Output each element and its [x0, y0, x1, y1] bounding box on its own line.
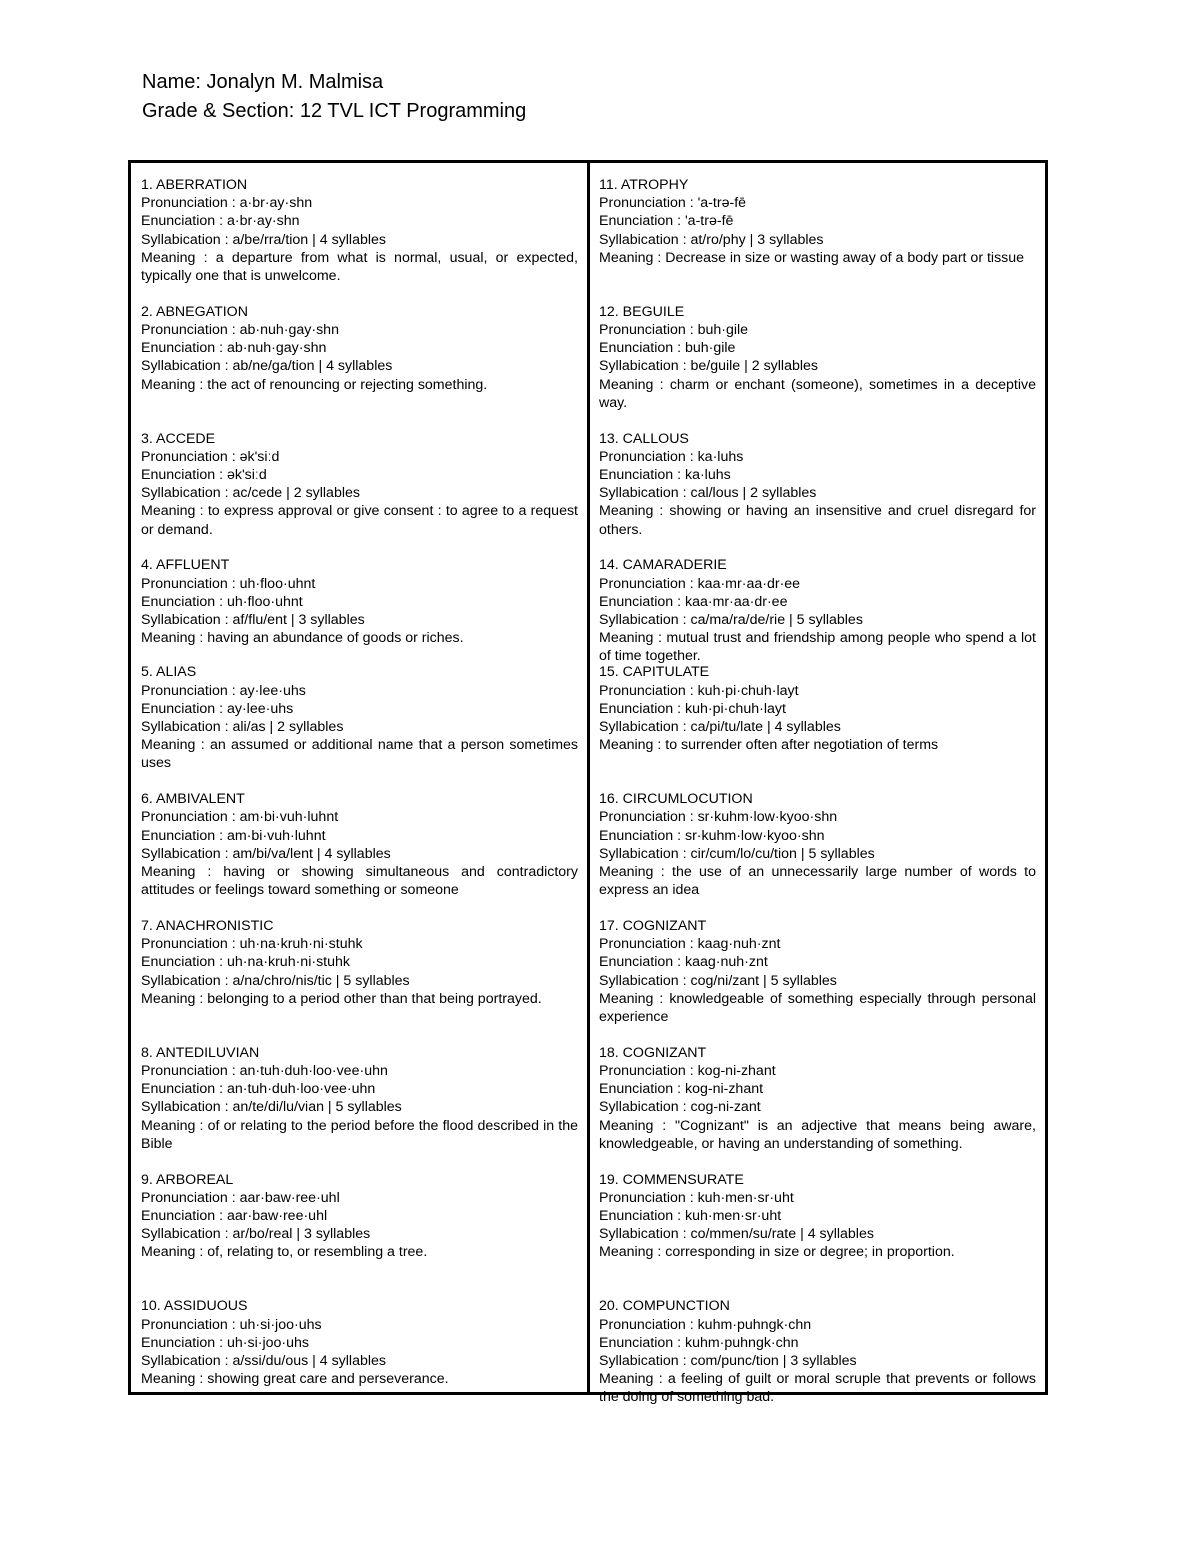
- entry-meaning: Meaning : Decrease in size or wasting away of a body part or tissue: [599, 249, 1025, 266]
- vocabulary-entry: [141, 430, 578, 557]
- entry-title: 7. ANACHRONISTIC: [141, 917, 274, 934]
- vocabulary-entry: [141, 790, 578, 917]
- entry-title: 3. ACCEDE: [141, 430, 216, 447]
- vocabulary-entry: [141, 917, 578, 1044]
- entry-syllabication: Syllabication : ca/ma/ra/de/rie | 5 syllables: [599, 612, 863, 628]
- entry-enunciation: Enunciation : aar·baw·ree·uhl: [141, 1207, 328, 1224]
- entry-enunciation: Enunciation : an·tuh·duh·loo·vee·uhn: [141, 1081, 376, 1098]
- entry-syllabication: Syllabication : cir/cum/lo/cu/tion | 5 syllables: [599, 845, 875, 862]
- entry-meaning: Meaning : of, relating to, or resembling a tree.: [141, 1244, 428, 1261]
- entry-enunciation: Enunciation : kuhm·puhngk·chn: [599, 1334, 799, 1351]
- entry-enunciation: Enunciation : sr·kuhm·low·kyoo·shn: [599, 827, 825, 844]
- vocabulary-entry: [599, 430, 1036, 557]
- entry-pronunciation: Pronunciation : an·tuh·duh·loo·vee·uhn: [141, 1062, 388, 1079]
- entry-pronunciation: Pronunciation : buh·gile: [599, 322, 749, 338]
- entry-meaning: Meaning : having an abundance of goods or riches.: [141, 630, 464, 647]
- vocabulary-entry: [141, 1297, 578, 1424]
- entry-title: 9. ARBOREAL: [141, 1171, 234, 1188]
- entry-title: 6. AMBIVALENT: [141, 791, 245, 808]
- vocabulary-entry: [599, 556, 1036, 663]
- entry-pronunciation: Pronunciation : kog-ni-zhant: [599, 1062, 776, 1079]
- entry-title: 17. COGNIZANT: [599, 917, 707, 934]
- entry-syllabication: Syllabication : a/ssi/du/ous | 4 syllables: [141, 1352, 386, 1369]
- document-header: [142, 68, 526, 126]
- entry-syllabication: Syllabication : ar/bo/real | 3 syllables: [141, 1226, 371, 1243]
- entry-enunciation: Enunciation : ək'siːd: [141, 467, 267, 483]
- entry-syllabication: Syllabication : a/be/rra/tion | 4 syllables: [141, 231, 386, 248]
- entry-syllabication: Syllabication : cog/ni/zant | 5 syllables: [599, 972, 837, 989]
- vocabulary-entry: [599, 1044, 1036, 1171]
- vocabulary-entry: [141, 176, 578, 303]
- entry-enunciation: Enunciation : kuh·men·sr·uht: [599, 1207, 782, 1224]
- entry-syllabication: Syllabication : ab/ne/ga/tion | 4 syllables: [141, 358, 393, 375]
- entry-meaning: Meaning : belonging to a period other than that being portrayed.: [141, 990, 542, 1007]
- vocabulary-entry: [141, 556, 578, 663]
- entry-enunciation: Enunciation : uh·si·joo·uhs: [141, 1334, 309, 1351]
- entry-pronunciation: Pronunciation : ay·lee·uhs: [141, 682, 306, 699]
- entry-title: 12. BEGUILE: [599, 303, 685, 320]
- entry-syllabication: Syllabication : cog-ni-zant: [599, 1099, 761, 1116]
- vocabulary-entry: [141, 1044, 578, 1171]
- entry-meaning: Meaning : showing or having an insensitive and cruel disregard for others.: [599, 503, 1036, 538]
- entry-title: 20. COMPUNCTION: [599, 1298, 730, 1315]
- entry-pronunciation: Pronunciation : uh·na·kruh·ni·stuhk: [141, 936, 363, 953]
- entry-meaning: Meaning : mutual trust and friendship among people who spend a lot of time together.: [599, 630, 1036, 664]
- entry-pronunciation: Pronunciation : uh·si·joo·uhs: [141, 1316, 322, 1333]
- entry-title: 11. ATROPHY: [599, 177, 689, 193]
- entry-pronunciation: Pronunciation : kuh·men·sr·uht: [599, 1189, 794, 1206]
- entry-syllabication: Syllabication : ali/as | 2 syllables: [141, 719, 344, 735]
- entry-syllabication: Syllabication : be/guile | 2 syllables: [599, 358, 818, 375]
- entry-syllabication: Syllabication : ca/pi/tu/late | 4 syllables: [599, 719, 841, 735]
- entry-syllabication: Syllabication : co/mmen/su/rate | 4 syllables: [599, 1226, 874, 1243]
- entry-enunciation: Enunciation : am·bi·vuh·luhnt: [141, 827, 326, 844]
- entry-meaning: Meaning : of or relating to the period before the flood described in the Bible: [141, 1117, 578, 1152]
- entry-title: 2. ABNEGATION: [141, 303, 248, 320]
- entry-pronunciation: Pronunciation : kuh·pi·chuh·layt: [599, 682, 799, 699]
- entry-meaning: Meaning : a feeling of guilt or moral scruple that prevents or follows the doing of something bad.: [599, 1371, 1036, 1406]
- grade-section: Grade & Section: 12 TVL ICT Programming: [142, 100, 527, 122]
- entry-pronunciation: Pronunciation : kuhm·puhngk·chn: [599, 1316, 812, 1333]
- left-column: [131, 163, 590, 1392]
- entry-title: 10. ASSIDUOUS: [141, 1298, 248, 1315]
- entry-meaning: Meaning : "Cognizant" is an adjective that means being aware, knowledgeable, or having an understanding of something.: [599, 1117, 1036, 1152]
- entry-pronunciation: Pronunciation : ək'siːd: [141, 448, 280, 465]
- entry-meaning: Meaning : charm or enchant (someone), sometimes in a deceptive way.: [599, 376, 1036, 411]
- entry-enunciation: Enunciation : a·br·ay·shn: [141, 213, 300, 230]
- entry-enunciation: Enunciation : uh·floo·uhnt: [141, 593, 303, 610]
- entry-enunciation: Enunciation : kaa·mr·aa·dr·ee: [599, 593, 788, 610]
- vocabulary-entry: [599, 1171, 1036, 1298]
- entry-enunciation: Enunciation : kog-ni-zhant: [599, 1081, 764, 1098]
- entry-enunciation: Enunciation : uh·na·kruh·ni·stuhk: [141, 954, 350, 971]
- entry-pronunciation: Pronunciation : uh·floo·uhnt: [141, 575, 316, 592]
- entry-pronunciation: Pronunciation : sr·kuhm·low·kyoo·shn: [599, 809, 838, 826]
- entry-meaning: Meaning : corresponding in size or degree; in proportion.: [599, 1244, 955, 1261]
- entry-title: 1. ABERRATION: [141, 177, 248, 193]
- entry-enunciation: Enunciation : ka·luhs: [599, 467, 731, 483]
- entry-enunciation: Enunciation : kaag·nuh·znt: [599, 954, 768, 971]
- entry-meaning: Meaning : showing great care and perseverance.: [141, 1371, 449, 1388]
- entry-pronunciation: Pronunciation : kaa·mr·aa·dr·ee: [599, 575, 801, 592]
- vocabulary-entry: [141, 1171, 578, 1298]
- entry-meaning: Meaning : knowledgeable of something especially through personal experience: [599, 990, 1036, 1025]
- entry-title: 14. CAMARADERIE: [599, 557, 727, 574]
- entry-meaning: Meaning : an assumed or additional name that a person sometimes uses: [141, 737, 578, 772]
- entry-syllabication: Syllabication : af/flu/ent | 3 syllables: [141, 612, 365, 628]
- vocabulary-entry: [599, 303, 1036, 430]
- student-name: Name: Jonalyn M. Malmisa: [142, 71, 384, 93]
- vocabulary-entry: [141, 303, 578, 430]
- entry-pronunciation: Pronunciation : am·bi·vuh·luhnt: [141, 809, 339, 826]
- entry-syllabication: Syllabication : a/na/chro/nis/tic | 5 syllables: [141, 972, 410, 989]
- entry-syllabication: Syllabication : am/bi/va/lent | 4 syllables: [141, 845, 391, 862]
- entry-enunciation: Enunciation : 'a-trə-fē: [599, 213, 734, 230]
- entry-enunciation: Enunciation : kuh·pi·chuh·layt: [599, 700, 786, 717]
- entry-title: 18. COGNIZANT: [599, 1044, 707, 1061]
- entry-meaning: Meaning : the act of renouncing or rejecting something.: [141, 376, 488, 393]
- entry-enunciation: Enunciation : ay·lee·uhs: [141, 700, 294, 717]
- entry-meaning: Meaning : to express approval or give consent : to agree to a request or demand.: [141, 503, 578, 538]
- entry-title: 5. ALIAS: [141, 664, 197, 681]
- entry-pronunciation: Pronunciation : aar·baw·ree·uhl: [141, 1189, 340, 1206]
- vocabulary-entry: [599, 790, 1036, 917]
- vocabulary-entry: [599, 176, 1036, 303]
- vocabulary-entry: [599, 663, 1036, 790]
- entry-meaning: Meaning : having or showing simultaneous and contradictory attitudes or feelings toward something or someone: [141, 864, 578, 899]
- right-column: [590, 163, 1045, 1406]
- entry-meaning: Meaning : a departure from what is normal, usual, or expected, typically one that is unwelcome.: [141, 249, 578, 285]
- entry-syllabication: Syllabication : cal/lous | 2 syllables: [599, 485, 817, 502]
- entry-title: 19. COMMENSURATE: [599, 1171, 744, 1188]
- entry-syllabication: Syllabication : at/ro/phy | 3 syllables: [599, 231, 824, 248]
- entry-syllabication: Syllabication : an/te/di/lu/vian | 5 syllables: [141, 1099, 402, 1116]
- entry-title: 16. CIRCUMLOCUTION: [599, 791, 753, 808]
- entry-pronunciation: Pronunciation : a·br·ay·shn: [141, 195, 313, 212]
- entry-title: 15. CAPITULATE: [599, 664, 710, 681]
- entry-pronunciation: Pronunciation : ka·luhs: [599, 448, 744, 465]
- entry-pronunciation: Pronunciation : 'a-trə-fē: [599, 195, 747, 212]
- entry-meaning: Meaning : the use of an unnecessarily large number of words to express an idea: [599, 864, 1036, 899]
- vocabulary-table: [128, 160, 1048, 1406]
- vocabulary-entry: [599, 917, 1036, 1044]
- entry-title: 8. ANTEDILUVIAN: [141, 1044, 260, 1061]
- entry-pronunciation: Pronunciation : kaag·nuh·znt: [599, 936, 781, 953]
- entry-syllabication: Syllabication : com/punc/tion | 3 syllables: [599, 1352, 857, 1369]
- entry-meaning: Meaning : to surrender often after negotiation of terms: [599, 737, 939, 754]
- entry-enunciation: Enunciation : buh·gile: [599, 340, 736, 357]
- entry-enunciation: Enunciation : ab·nuh·gay·shn: [141, 340, 327, 357]
- entry-pronunciation: Pronunciation : ab·nuh·gay·shn: [141, 322, 339, 338]
- entry-title: 4. AFFLUENT: [141, 557, 230, 574]
- entry-syllabication: Syllabication : ac/cede | 2 syllables: [141, 485, 360, 502]
- vocabulary-entry: [599, 1297, 1036, 1424]
- entry-title: 13. CALLOUS: [599, 430, 689, 447]
- vocabulary-entry: [141, 663, 578, 790]
